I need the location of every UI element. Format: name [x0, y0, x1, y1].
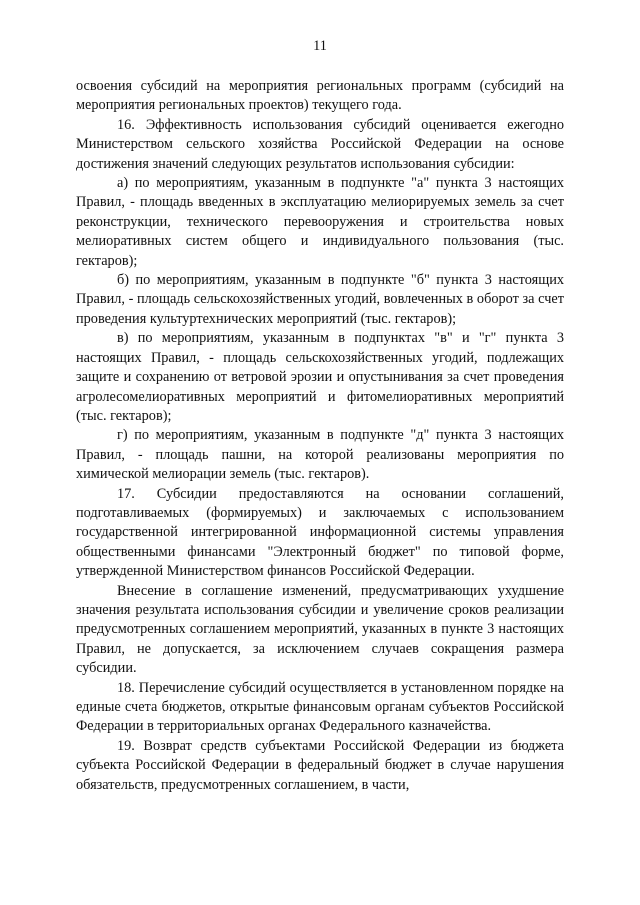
paragraph-subclause-g: г) по мероприятиям, указанным в подпункте "д" пункта 3 настоящих Правил, - площадь пашни, на которой реализованы мероприятия по химической мелиорации земель (тыс. гектаров).: [76, 427, 564, 483]
paragraph-subclause-a: а) по мероприятиям, указанным в подпункте "а" пункта 3 настоящих Правил, - площадь введенных в эксплуатацию мелиорируемых земель за счет реконструкции, технического перевооружения и строительства новых мелиоративных систем общего и индивидуального пользования (тыс. гектаров);: [76, 175, 564, 269]
paragraph-amendments: Внесение в соглашение изменений, предусматривающих ухудшение значения результата использования субсидии и увеличение сроков реализации предусмотренных соглашением мероприятий, указанных в пункте 3 настоящих Правил, не допускается, за исключением случаев сокращения размера субсидии.: [76, 582, 564, 677]
paragraph-clause-17: 17. Субсидии предоставляются на основании соглашений, подготавливаемых (формируемых) и заключаемых с использованием государственной интегрированной информационной системы управления общественными финансами "Электронный бюджет" по типовой форме, утвержденной Министерством финансов Российской Федерации.: [76, 485, 564, 580]
paragraph-clause-16: 16. Эффективность использования субсидий оценивается ежегодно Министерством сельского хозяйства Российской Федерации на основе достижения значений следующих результатов использования субсидии:: [76, 116, 564, 172]
paragraph-subclause-b: б) по мероприятиям, указанным в подпункте "б" пункта 3 настоящих Правил, - площадь сельскохозяйственных угодий, вовлеченных в оборот за счет проведения культуртехнических мероприятий (тыс. гектаров);: [76, 272, 564, 327]
page-number: 11: [313, 38, 327, 54]
paragraph-clause-18: 18. Перечисление субсидий осуществляется в установленном порядке на единые счета бюджетов, открытые финансовым органам субъектов Российской Федерации в территориальных органах Федерального казначейства.: [76, 679, 564, 735]
paragraph-continuation: освоения субсидий на мероприятия региональных программ (субсидий на мероприятия региональных проектов) текущего года.: [76, 78, 564, 114]
paragraph-clause-19: 19. Возврат средств субъектами Российской Федерации из бюджета субъекта Российской Федерации в федеральный бюджет в случае нарушения обязательств, предусмотренных соглашением, в части,: [76, 737, 564, 793]
document-body: [76, 77, 564, 795]
paragraph-subclause-v: в) по мероприятиям, указанным в подпунктах "в" и "г" пункта 3 настоящих Правил, - площадь сельскохозяйственных угодий, подлежащих защите и сохранению от ветровой эрозии и опустынивания за счет проведения агролесомелиоративных мероприятий и фитомелиоративных мероприятий (тыс. гектаров);: [76, 330, 564, 424]
